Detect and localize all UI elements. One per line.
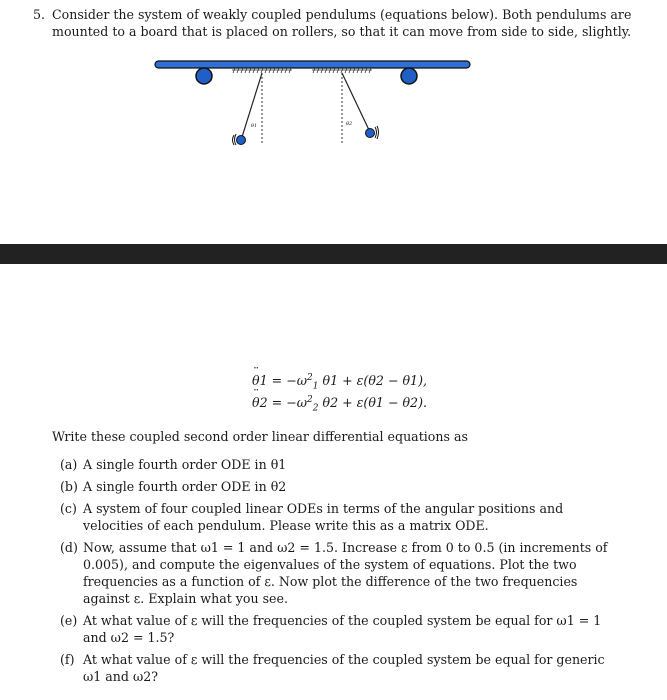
part-text: At what value of ε will the frequencies of the coupled system be equal for generic ω1 and ω2? bbox=[83, 652, 605, 684]
left-motion-arc-2 bbox=[233, 135, 235, 145]
left-wheel bbox=[196, 68, 212, 84]
eq2-lhs: θ2 ¨ bbox=[252, 392, 268, 414]
part-c bbox=[60, 500, 616, 534]
eq2-sup: 2 bbox=[307, 394, 313, 405]
eq1-sub: 1 bbox=[312, 381, 319, 392]
part-d bbox=[60, 539, 616, 607]
part-a bbox=[60, 456, 616, 473]
problem-number: 5. bbox=[33, 7, 46, 22]
part-f bbox=[60, 651, 616, 685]
part-text: A system of four coupled linear ODEs in terms of the angular positions and velocities of each pendulum. Please write this as a matrix ODE. bbox=[83, 501, 564, 533]
eq2-sub: 2 bbox=[312, 403, 319, 414]
board bbox=[155, 61, 470, 68]
left-mount-hatch bbox=[232, 68, 292, 73]
part-e bbox=[60, 612, 616, 646]
right-motion-arc-2 bbox=[377, 126, 379, 139]
part-b bbox=[60, 478, 616, 495]
problem-text: Consider the system of weakly coupled pendulums (equations below). Both pendulums are mounted to a board that is placed on rollers, so that it can move from side to side, slightly. bbox=[52, 7, 632, 39]
eq2-rhs-a: = −ω bbox=[271, 395, 308, 410]
eq2-rhs-b: θ2 + ε(θ1 − θ2). bbox=[322, 395, 427, 410]
right-wheel bbox=[401, 68, 417, 84]
part-label: (b) bbox=[60, 479, 78, 494]
eq1-sup: 2 bbox=[307, 372, 313, 383]
redaction-bar bbox=[0, 244, 667, 264]
part-label: (a) bbox=[60, 457, 78, 472]
pendulum-figure bbox=[150, 55, 480, 155]
instructions-intro: Write these coupled second order linear differential equations as bbox=[52, 429, 468, 444]
eq1-lhs: θ1 ¨ bbox=[252, 370, 268, 392]
part-label: (e) bbox=[60, 613, 78, 628]
theta2-label: θ2 bbox=[346, 121, 353, 127]
equations bbox=[252, 370, 427, 414]
part-label: (d) bbox=[60, 540, 78, 555]
equation-2 bbox=[252, 392, 427, 414]
eq1-rhs-b: θ1 + ε(θ2 − θ1), bbox=[322, 373, 427, 388]
equation-1 bbox=[252, 370, 427, 392]
part-text: At what value of ε will the frequencies of the coupled system be equal for ω1 = 1 and ω2 = 1.5? bbox=[83, 613, 602, 645]
right-motion-arc bbox=[375, 127, 377, 138]
problem-statement bbox=[33, 6, 633, 40]
theta1-label: θ1 bbox=[251, 123, 258, 129]
part-text: A single fourth order ODE in θ1 bbox=[83, 457, 287, 472]
left-bob bbox=[237, 136, 246, 145]
eq1-rhs-a: = −ω bbox=[271, 373, 308, 388]
part-label: (f) bbox=[60, 652, 75, 667]
parts-list bbox=[60, 456, 616, 690]
part-text: A single fourth order ODE in θ2 bbox=[83, 479, 287, 494]
left-motion-arc bbox=[235, 134, 237, 145]
part-label: (c) bbox=[60, 501, 77, 516]
part-text: Now, assume that ω1 = 1 and ω2 = 1.5. Increase ε from 0 to 0.5 (in increments of 0.005), and compute the eigenvalues of the system of equations. Plot the two frequencies as a function of ε. Now plot the difference of the two frequencies against ε. Explain what you see. bbox=[83, 540, 608, 606]
right-bob bbox=[366, 129, 375, 138]
right-mount-hatch bbox=[312, 68, 372, 73]
